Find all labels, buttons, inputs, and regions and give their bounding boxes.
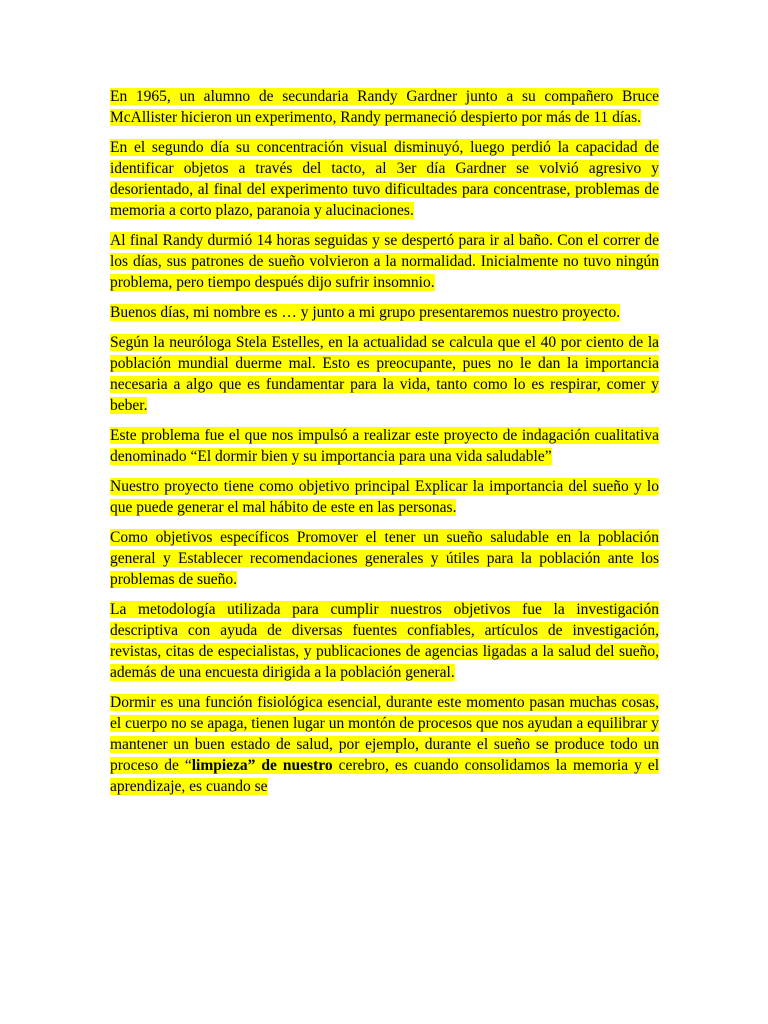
document-body <box>110 86 659 806</box>
paragraph-sleep-function <box>110 692 659 797</box>
highlighted-text: La metodología utilizada para cumplir nuestros objetivos fue la investigación descriptiva con ayuda de diversas fuentes confiables, artículos de investigación, revistas, citas de especialistas, y publicaciones de agencias ligadas a la salud del sueño, además de una encuesta dirigida a la población general. <box>110 601 659 681</box>
text-run-quote: ” <box>247 757 262 774</box>
highlighted-text: Buenos días, mi nombre es … y junto a mi grupo presentaremos nuestro proyecto. <box>110 304 621 321</box>
highlighted-text: Según la neuróloga Stela Estelles, en la actualidad se calcula que el 40 por ciento de la población mundial duerme mal. Esto es preocupante, pues no le dan la importancia necesaria a algo que es fundamentar para la vida, tanto como lo es respirar, comer y beber. <box>110 334 659 414</box>
bold-text-de-nuestro: de nuestro <box>261 757 333 774</box>
highlighted-text: Este problema fue el que nos impulsó a realizar este proyecto de indagación cualitativa denominado “El dormir bien y su importancia para una vida saludable” <box>110 427 659 465</box>
text-run: Dormir es una función fisiológica esencial, durante este momento pasan muchas cosas, el cuerpo no se apaga, tienen lugar un montón de procesos que nos ayudan a equilibrar y mantener un buen estado de salud, por ejemplo, durante el sueño se produce todo un proceso de “ <box>110 694 659 774</box>
paragraph-randy-gardner-intro <box>110 86 659 128</box>
paragraph-experiment-effects <box>110 137 659 221</box>
paragraph-recovery <box>110 230 659 293</box>
highlighted-text: Como objetivos específicos Promover el tener un sueño saludable en la población general y Establecer recomendaciones generales y útiles para la población ante los problemas de sueño. <box>110 529 659 588</box>
paragraph-main-objective <box>110 476 659 518</box>
highlighted-text: En 1965, un alumno de secundaria Randy Gardner junto a su compañero Bruce McAllister hicieron un experimento, Randy permaneció despierto por más de 11 días. <box>110 88 659 126</box>
highlighted-text: Nuestro proyecto tiene como objetivo principal Explicar la importancia del sueño y lo que puede generar el mal hábito de este en las personas. <box>110 478 659 516</box>
highlighted-text: En el segundo día su concentración visual disminuyó, luego perdió la capacidad de identificar objetos a través del tacto, al 3er día Gardner se volvió agresivo y desorientado, al final del experimento tuvo dificultades para concentrase, problemas de memoria a corto plazo, paranoia y alucinaciones. <box>110 139 659 219</box>
text-run: cerebro, es cuando consolidamos la memoria y el aprendizaje, es cuando se <box>110 757 660 795</box>
paragraph-methodology <box>110 599 659 683</box>
paragraph-project-motivation <box>110 425 659 467</box>
paragraph-specific-objectives <box>110 527 659 590</box>
paragraph-greeting <box>110 302 659 323</box>
highlighted-text <box>110 694 659 795</box>
paragraph-statistics <box>110 332 659 416</box>
bold-text-limpieza: limpieza <box>191 757 248 774</box>
highlighted-text: Al final Randy durmió 14 horas seguidas y se despertó para ir al baño. Con el correr de los días, sus patrones de sueño volvieron a la normalidad. Inicialmente no tuvo ningún problema, pero tiempo después dijo sufrir insomnio. <box>110 232 659 291</box>
